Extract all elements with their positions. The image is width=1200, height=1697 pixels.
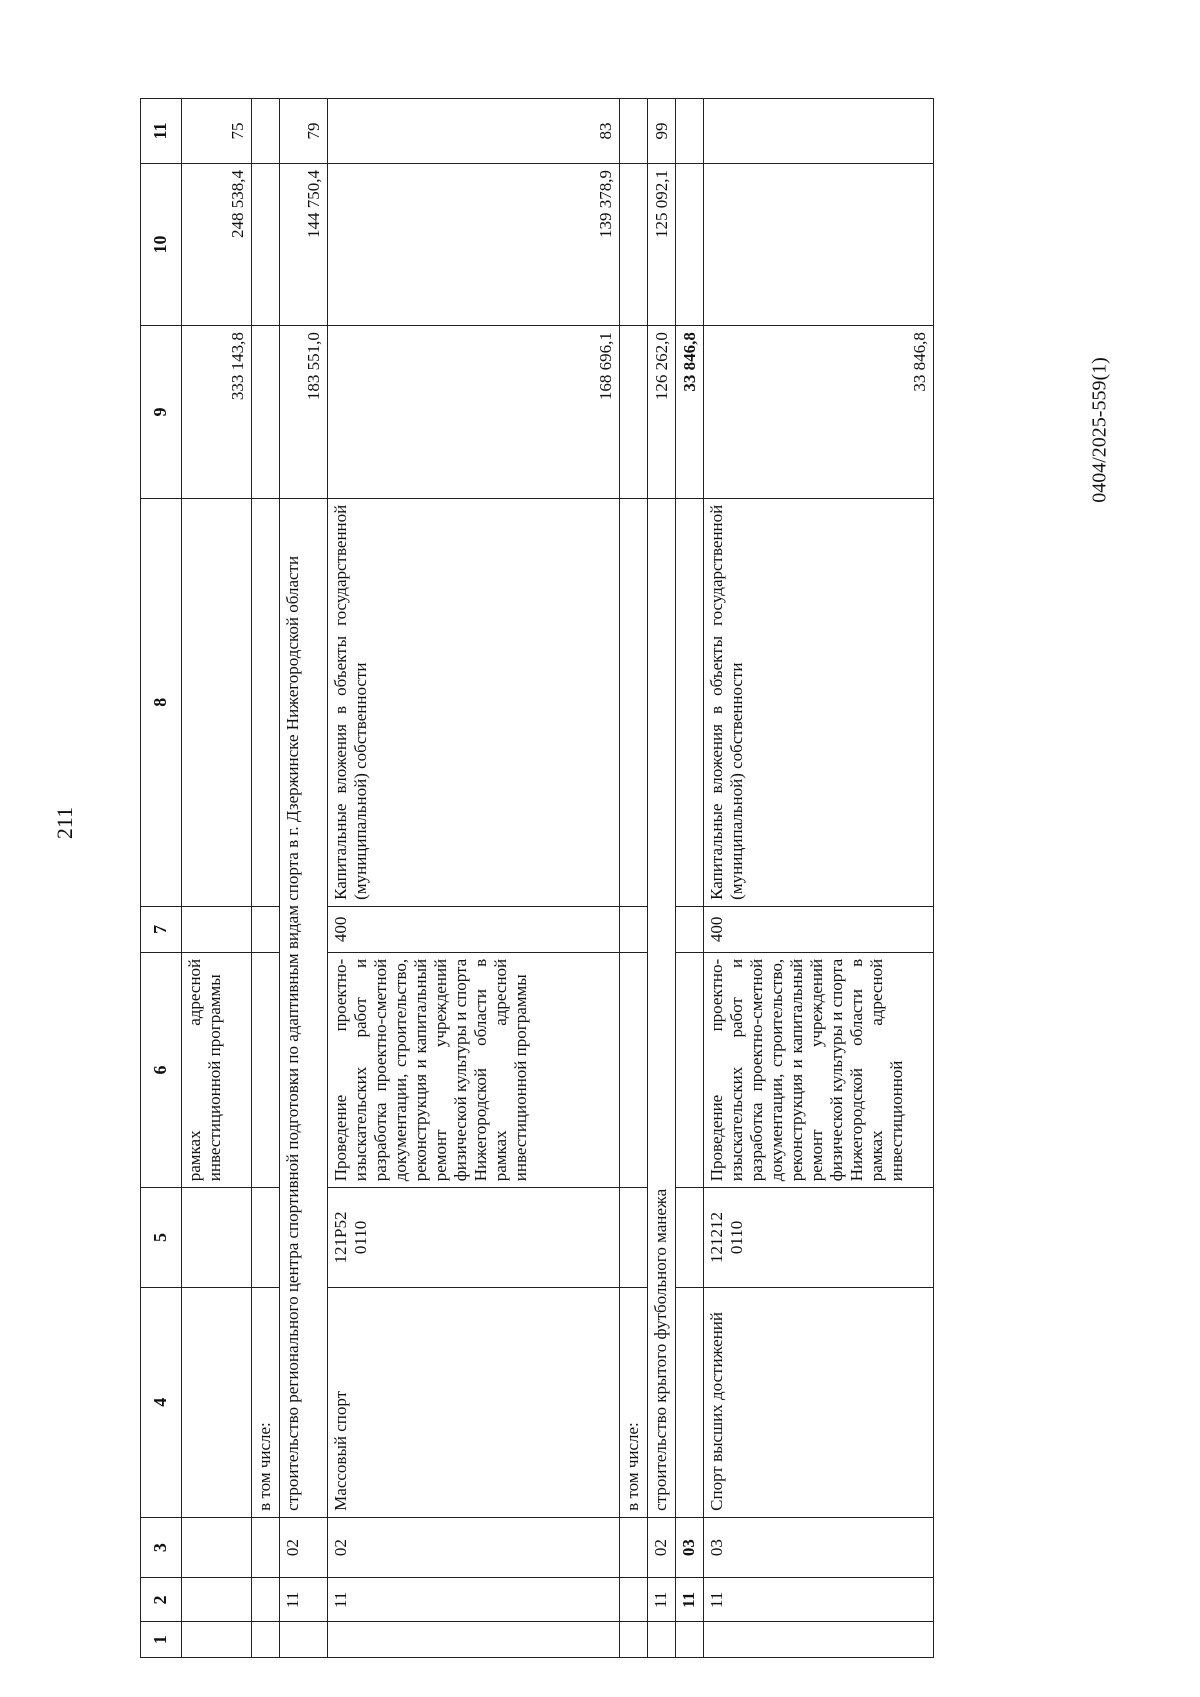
header-col-9: 9: [141, 326, 182, 499]
cell-expense-name: Капитальные вложения в объекты государственной (муниципальной) собственности: [328, 498, 620, 906]
cell-subsection: 02: [648, 1517, 676, 1578]
cell: [252, 99, 280, 164]
header-col-7: 7: [141, 906, 182, 952]
cell-value-10: 139 378,9: [328, 163, 620, 325]
cell: [620, 906, 648, 952]
cell: [620, 326, 648, 499]
cell-percent: 99: [648, 99, 676, 164]
header-col-4: 4: [141, 1287, 182, 1517]
cell: [704, 99, 934, 164]
cell-section: 11: [676, 1578, 704, 1622]
rotated-table-wrapper: [140, 98, 1060, 1658]
cell-including-label: в том числе:: [620, 1287, 648, 1517]
cell-section: 11: [704, 1578, 934, 1622]
cell: [676, 906, 704, 952]
cell-subsection-name: Спорт высших достижений: [704, 1287, 934, 1517]
table-row: [704, 99, 934, 1658]
cell-percent: 79: [280, 99, 328, 164]
cell: [182, 1578, 252, 1622]
cell: [182, 498, 252, 906]
cell-program-text: Проведение проектно-изыскательских работ и разработка проектно-сметной документации, строительство, реконструкция и капитальный ремонт учреждений физической культуры и спорта Нижегородской области в рамках адресной инвестиционной программы: [328, 952, 620, 1187]
cell-value-9: 168 696,1: [328, 326, 620, 499]
header-row: [141, 99, 182, 1658]
cell: [704, 163, 934, 325]
cell: [252, 906, 280, 952]
cell: [620, 1622, 648, 1658]
header-col-3: 3: [141, 1517, 182, 1578]
header-col-11: 11: [141, 99, 182, 164]
header-col-10: 10: [141, 163, 182, 325]
cell-subsection: 03: [676, 1517, 704, 1578]
cell: [676, 163, 704, 325]
table-row: [620, 99, 648, 1658]
cell-object-name: строительство крытого футбольного манежа: [648, 498, 676, 1517]
cell: [182, 1622, 252, 1658]
header-col-2: 2: [141, 1578, 182, 1622]
cell-value-10: 248 538,4: [182, 163, 252, 325]
cell-object-name: строительство регионального центра спортивной подготовки по адаптивным видам спорта в г. Дзержинске Нижегородской области: [280, 498, 328, 1517]
rotated-table-container: [140, 98, 1060, 1658]
cell-value-10: 125 092,1: [648, 163, 676, 325]
table-row: [252, 99, 280, 1658]
cell-value-9: 126 262,0: [648, 326, 676, 499]
table-row: [676, 99, 704, 1658]
cell-percent: 75: [182, 99, 252, 164]
cell: [252, 1578, 280, 1622]
cell: [676, 498, 704, 906]
cell: [620, 952, 648, 1187]
cell-expense-name: Капитальные вложения в объекты государственной (муниципальной) собственности: [704, 498, 934, 906]
cell: [252, 952, 280, 1187]
cell-subsection: 02: [280, 1517, 328, 1578]
table-row: [328, 99, 620, 1658]
cell: [252, 1188, 280, 1287]
cell-section: 11: [280, 1578, 328, 1622]
cell-subsection: 02: [328, 1517, 620, 1578]
cell: [182, 1517, 252, 1578]
cell-value-9: 183 551,0: [280, 326, 328, 499]
cell-including-label: в том числе:: [252, 1287, 280, 1517]
cell-value-10: 144 750,4: [280, 163, 328, 325]
cell: [620, 1517, 648, 1578]
cell-program-text: рамках адресной инвестиционной программы: [182, 952, 252, 1187]
cell-target-article: 121212 0110: [704, 1188, 934, 1287]
cell: [328, 1622, 620, 1658]
document-code: [1080, 170, 1120, 690]
cell: [620, 498, 648, 906]
cell: [620, 163, 648, 325]
cell: [182, 1287, 252, 1517]
cell-target-article: 121Р52 0110: [328, 1188, 620, 1287]
cell-expense-type: 400: [704, 906, 934, 952]
cell: [252, 326, 280, 499]
cell-percent: 83: [328, 99, 620, 164]
cell-subsection-name: Массовый спорт: [328, 1287, 620, 1517]
document-code-text: 0404/2025-559(1): [1088, 357, 1111, 503]
cell: [252, 1517, 280, 1578]
cell: [676, 1622, 704, 1658]
table-row: [280, 99, 328, 1658]
cell: [620, 99, 648, 164]
header-col-1: 1: [141, 1622, 182, 1658]
table-row: [182, 99, 252, 1658]
table-row: [648, 99, 676, 1658]
cell-subsection: 03: [704, 1517, 934, 1578]
page-number: 211: [52, 806, 77, 840]
cell: [182, 906, 252, 952]
cell-section: 11: [648, 1578, 676, 1622]
budget-table: [140, 98, 934, 1658]
header-col-6: 6: [141, 952, 182, 1187]
cell: [676, 1188, 704, 1287]
cell: [676, 952, 704, 1187]
cell: [704, 1622, 934, 1658]
cell: [252, 163, 280, 325]
header-col-5: 5: [141, 1188, 182, 1287]
cell: [676, 99, 704, 164]
cell-value-9: 333 143,8: [182, 326, 252, 499]
cell: [182, 1188, 252, 1287]
cell: [252, 1622, 280, 1658]
cell: [620, 1188, 648, 1287]
cell-section: 11: [328, 1578, 620, 1622]
cell: [648, 1622, 676, 1658]
cell-value-9: 33 846,8: [676, 326, 704, 499]
cell-program-text: Проведение проектно-изыскательских работ и разработка проектно-сметной документации, строительство, реконструкция и капитальный ремонт учреждений физической культуры и спорта Нижегородской области в рамках адресной инвестиционной: [704, 952, 934, 1187]
header-col-8: 8: [141, 498, 182, 906]
cell-value-9: 33 846,8: [704, 326, 934, 499]
cell: [252, 498, 280, 906]
cell: [676, 1287, 704, 1517]
cell: [620, 1578, 648, 1622]
cell-expense-type: 400: [328, 906, 620, 952]
cell: [280, 1622, 328, 1658]
